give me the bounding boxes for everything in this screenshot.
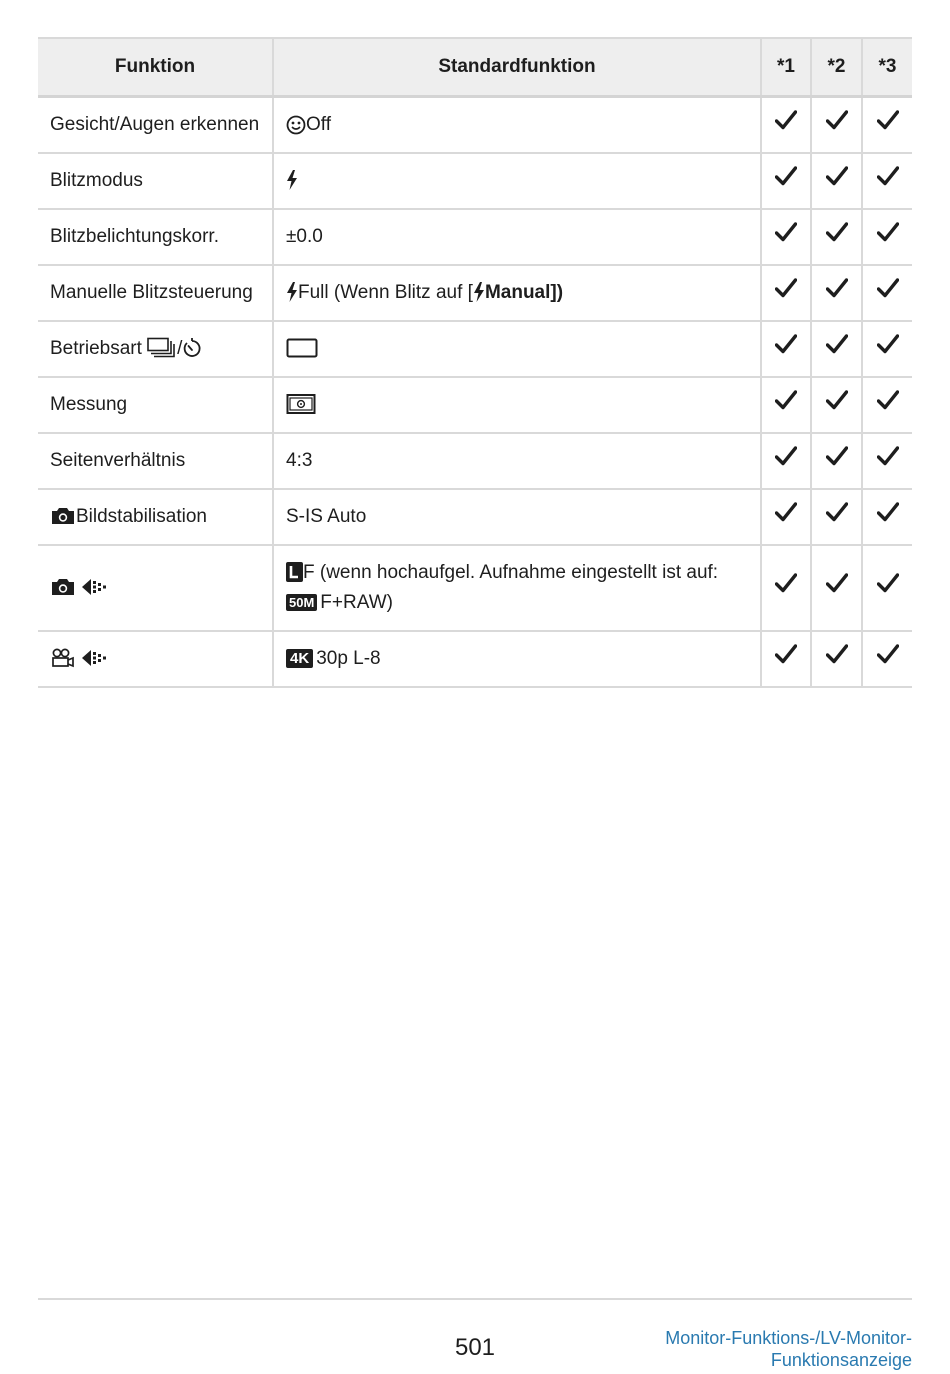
standard-value-c: ]) [550,281,564,303]
table-row [38,433,912,489]
check-icon [826,278,848,298]
standard-cell [273,97,761,153]
funktion-cell [38,97,273,153]
standard-value-b: F+RAW) [320,591,393,613]
standard-value: 4:3 [286,449,313,471]
funktion-label: Manuelle Blitzsteuerung [50,281,253,303]
funktion-cell [38,489,273,545]
flash-icon [473,282,485,302]
table-row [38,153,912,209]
funktion-cell [38,545,273,631]
check-icon [826,573,848,593]
check-icon [877,644,899,664]
standard-cell [273,489,761,545]
header-standardfunktion: Standardfunktion [273,38,761,97]
header-star-1: *1 [761,38,811,97]
check-icon [775,446,797,466]
section-link[interactable] [665,1327,912,1371]
section-link-line-1[interactable]: Monitor-Funktions-/LV-Monitor- [665,1328,912,1348]
check-icon [877,502,899,522]
funktion-cell [38,377,273,433]
check-icon [826,166,848,186]
standard-value-b: Manual [484,281,551,303]
standard-value-a: Full (Wenn Blitz auf [ [298,281,473,303]
standard-cell [273,265,761,321]
funktion-label: Betriebsart [50,337,142,359]
funktion-cell [38,209,273,265]
table-row [38,97,912,153]
check-icon [775,334,797,354]
check-icon [775,502,797,522]
camera-icon [50,576,76,598]
self-timer-icon [182,337,202,359]
check-icon [877,166,899,186]
check-icon [826,390,848,410]
check-icon [877,573,899,593]
table-row [38,209,912,265]
check-icon [826,110,848,130]
funktion-cell [38,265,273,321]
check-icon [775,110,797,130]
standard-cell [273,153,761,209]
check-icon [877,334,899,354]
funktion-label: Seitenverhältnis [50,449,186,471]
check-icon [877,222,899,242]
funktion-label: Bildstabilisation [76,505,207,527]
header-funktion: Funktion [38,38,273,97]
check-icon [826,222,848,242]
table-row [38,489,912,545]
movie-camera-icon [50,647,76,669]
table-row [38,321,912,377]
table-header-row [38,38,912,97]
resolution-badge: 50M [286,594,317,611]
standard-value: S-IS Auto [286,505,367,527]
standard-cell [273,209,761,265]
standard-value: ±0.0 [286,225,323,247]
function-table [38,37,912,688]
funktion-label: Messung [50,393,128,415]
image-quality-icon [81,647,111,669]
table-row [38,631,912,687]
check-icon [775,573,797,593]
check-icon [775,166,797,186]
footer-divider [38,1298,912,1300]
check-icon [775,278,797,298]
check-icon [877,278,899,298]
check-icon [877,110,899,130]
table-row [38,265,912,321]
check-icon [826,502,848,522]
check-icon [775,222,797,242]
standard-cell [273,377,761,433]
funktion-label: Blitzbelichtungskorr. [50,225,219,247]
check-icon [826,644,848,664]
standard-value-a: F (wenn hochaufgel. Aufnahme eingestellt ist auf: [303,561,719,583]
standard-cell [273,631,761,687]
funktion-cell [38,321,273,377]
check-icon [775,644,797,664]
flash-icon [286,282,298,302]
standard-value: 30p L-8 [316,647,381,669]
check-icon [826,446,848,466]
funktion-label: Gesicht/Augen erkennen [50,113,260,135]
funktion-cell [38,433,273,489]
funktion-label: Blitzmodus [50,169,143,191]
header-star-3: *3 [862,38,912,97]
standard-cell [273,433,761,489]
face-detect-icon [286,115,306,135]
flash-icon [286,170,298,190]
standard-cell [273,545,761,631]
table-row [38,377,912,433]
standard-cell [273,321,761,377]
video-resolution-badge: 4K [286,649,313,668]
section-link-line-2[interactable]: Funktionsanzeige [770,1350,912,1370]
image-quality-icon [81,576,111,598]
page-number: 501 [454,1334,496,1361]
check-icon [877,446,899,466]
check-icon [775,390,797,410]
funktion-cell [38,153,273,209]
single-frame-icon [286,337,318,359]
funktion-separator: / [177,337,183,359]
table-row [38,545,912,631]
sequential-shooting-icon [147,337,177,359]
funktion-cell [38,631,273,687]
check-icon [826,334,848,354]
large-size-icon [286,562,303,582]
camera-icon [50,505,76,527]
check-icon [877,390,899,410]
standard-value: Off [306,113,331,135]
metering-icon [286,393,316,415]
header-star-2: *2 [811,38,862,97]
